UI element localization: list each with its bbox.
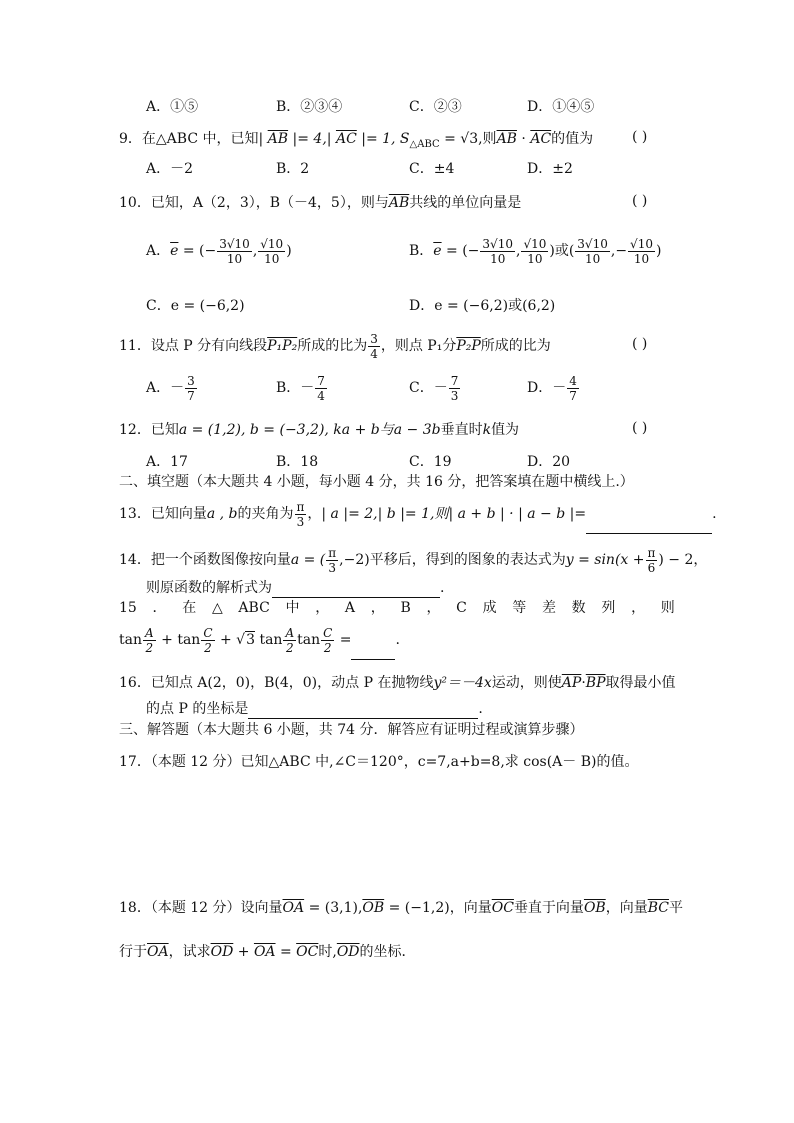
segment-p1p2: P₁P₂ [267, 338, 298, 354]
vector-ac: $\overline{AC}$ [335, 131, 357, 147]
q11-option-c: C．－ $\frac{7}{3}$ [409, 373, 459, 403]
q9-option-d: D．±2 [527, 161, 573, 177]
vector-ab: $\overline{AB}$ [267, 131, 289, 147]
q12-expression: a = (1,2), b = (−3,2), ka + b与a − 3b [178, 422, 441, 438]
question-14-line2: 则原函数的解析式为 . [146, 580, 445, 596]
vector-ab: $\overline{AB}$ [388, 195, 410, 211]
question-14: 14．把一个函数图像按向量a = ( $\frac{\pi}{3}$ ,−2)平移后，得到的图象的表达式为y = sin(x + $\frac{\pi}{6}$ ) − 2， [119, 545, 708, 575]
answer-paren-12: ( ) [632, 420, 648, 436]
q8-option-d: D．①④⑤ [527, 99, 595, 115]
q8-option-a: A．①⑤ [146, 99, 199, 115]
answer-blank-15 [351, 645, 395, 660]
q10-option-d: D．e = (−6,2)或(6,2) [409, 298, 556, 314]
question-12: 12．已知a = (1,2), b = (−3,2), ka + b与a − 3b垂直时k值为 [119, 422, 520, 438]
question-15-line2: tan $\frac{A}{2}$ + tan $\frac{C}{2}$ + √ 3 tan $\frac{A}{2}$ tan $\frac{C}{2}$ = . [119, 620, 400, 660]
q12-option-d: D．20 [527, 454, 571, 470]
section-heading-fill-in: 二、填空题（本大题共 4 小题，每小题 4 分，共 16 分，把答案填在题中横线上.） [119, 474, 634, 490]
question-15: 15 ． 在 △ ABC 中 ， A ， B ， C 成 等 差 数 列 ， 则 [119, 600, 675, 616]
answer-paren-9: ( ) [632, 129, 648, 145]
question-11: 11．设点 P 分有向线段P₁P₂所成的比为 $\frac{3}{4}$ ，则点 P₁分P₂P所成的比为 [119, 331, 551, 361]
section-heading-answers: 三、解答题（本大题共 6 小题，共 74 分．解答应有证明过程或演算步骤） [119, 722, 584, 738]
q9-option-b: B．2 [276, 161, 310, 177]
q11-option-d: D．－ $\frac{4}{7}$ [527, 373, 577, 403]
q11-option-b: B．－ $\frac{7}{4}$ [276, 373, 325, 403]
question-18: 18．（本题 12 分）设向量$\overline{OA} = (3,1),\overline{OB} = (-1,2)$，向量$\overline{OC}$垂直于向量$\overline{OB}$，向量$\overline{BC}$平 [119, 900, 683, 916]
answer-blank-16 [248, 704, 478, 719]
q12-option-a: A．17 [146, 454, 188, 470]
question-16-line2: 的点 P 的坐标是 . [146, 701, 483, 717]
question-17: 17．（本题 12 分）已知△ABC 中,∠C＝120°，c=7,a+b=8,求 cos(A－ B)的值。 [119, 754, 639, 770]
q10-option-a: A．$\overline{e}$ = (− $\frac{3√10}{10}$ , $\frac{√10}{10}$ ) [146, 236, 292, 266]
question-18-line2: 行于$\overline{OA}$，试求$\overline{OD} + \overline{OA} = \overline{OC}$时$,\overline{OD}$的坐标． [119, 944, 416, 960]
answer-blank-13 [586, 519, 712, 534]
q9-option-a: A．－2 [146, 161, 194, 177]
q12-option-b: B．18 [276, 454, 319, 470]
q9-option-c: C．±4 [409, 161, 455, 177]
q10-option-b: B．$\overline{e}$ = (− $\frac{3√10}{10}$ , $\frac{√10}{10}$ )或( $\frac{3√10}{10}$ ,− $\frac{√10}{10}$ ) [409, 236, 662, 266]
q12-option-c: C．19 [409, 454, 452, 470]
question-10: 10．已知，A（2，3），B（－4，5），则与$\overline{AB}$共线的单位向量是 [119, 195, 522, 211]
question-16: 16．已知点 A(2，0)，B(4，0)，动点 P 在抛物线y²＝－4x运动，则使$\overline{AP}\cdot\overline{BP}$取得最小值 [119, 675, 676, 691]
answer-paren-10: ( ) [632, 193, 648, 209]
q8-option-b: B．②③④ [276, 99, 343, 115]
question-13: 13．已知向量a , b的夹角为 $\frac{\pi}{3}$ ，| a |= 2,| b |= 1,则| a + b | · | a − b |= . [119, 494, 717, 534]
answer-blank-14 [272, 583, 440, 598]
q8-option-c: C．②③ [409, 99, 462, 115]
answer-paren-11: ( ) [632, 336, 648, 352]
q11-option-a: A．－ $\frac{3}{7}$ [146, 373, 195, 403]
q10-option-c: C．e = (−6,2) [146, 298, 245, 314]
segment-p2p: P₂P [456, 338, 481, 354]
q9-stem: 9．在△ABC 中，已知 [119, 131, 259, 147]
question-9: 9．在△ABC 中，已知| $\overline{AB}$ |= 4,| $\overline{AC}$ |= 1, $S_{\triangle ABC} = √3$,则$\overline{AB} \cdot \overline{AC}$的值为 [119, 131, 594, 150]
